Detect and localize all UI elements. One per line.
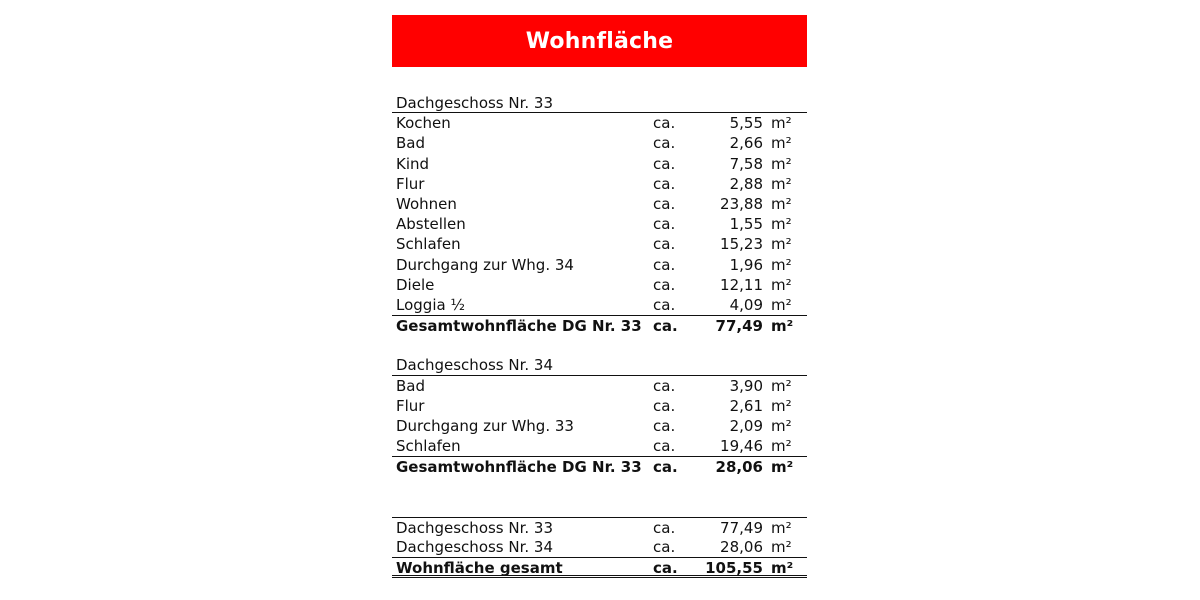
section-total-row — [392, 456, 807, 476]
approx-label: ca. — [653, 174, 676, 193]
section-title: Dachgeschoss Nr. 34 — [396, 356, 554, 375]
room-name: Bad — [396, 134, 426, 153]
table-row — [392, 234, 807, 254]
unit-label: m² — [771, 538, 792, 557]
approx-label: ca. — [653, 376, 676, 395]
table-row — [392, 537, 807, 557]
approx-label: ca. — [653, 194, 676, 213]
table-row — [392, 255, 807, 275]
title-banner — [392, 15, 807, 67]
total-value: 77,49 — [715, 317, 763, 336]
table-row — [392, 214, 807, 234]
table-row — [392, 113, 807, 133]
approx-label: ca. — [653, 154, 676, 173]
table-row — [392, 517, 807, 537]
room-name: Schlafen — [396, 235, 461, 254]
area-value: 23,88 — [720, 194, 763, 213]
unit-label: m² — [771, 114, 792, 133]
area-value: 7,58 — [729, 154, 763, 173]
grand-total-row — [392, 557, 807, 577]
section-total-row — [392, 315, 807, 335]
approx-label: ca. — [653, 134, 676, 153]
area-value: 77,49 — [720, 518, 763, 537]
unit-label: m² — [771, 235, 792, 254]
unit-label: m² — [771, 417, 792, 435]
unit-label: m² — [771, 518, 792, 537]
section-title: Dachgeschoss Nr. 33 — [396, 94, 554, 112]
unit-label: m² — [771, 215, 792, 234]
unit-label: m² — [771, 317, 794, 336]
page-title: Wohnfläche — [525, 28, 674, 54]
room-name: Durchgang zur Whg. 33 — [396, 417, 574, 435]
area-value: 2,66 — [729, 134, 763, 153]
table-row — [392, 376, 807, 396]
table-row — [392, 295, 807, 315]
approx-label: ca. — [653, 275, 676, 294]
table-row — [392, 133, 807, 153]
unit-label: m² — [771, 559, 794, 578]
table-row — [392, 416, 807, 436]
room-name: Schlafen — [396, 437, 461, 456]
spacer — [392, 335, 807, 355]
approx-label: ca. — [653, 295, 676, 314]
table-row — [392, 194, 807, 214]
approx-label: ca. — [653, 396, 676, 415]
room-name: Abstellen — [396, 215, 466, 234]
area-value: 4,09 — [729, 295, 763, 314]
section-rooms — [392, 376, 807, 457]
total-value: 28,06 — [715, 458, 763, 477]
area-value: 1,96 — [729, 255, 763, 274]
area-value: 19,46 — [720, 437, 763, 456]
area-table — [392, 93, 807, 578]
area-value: 2,61 — [729, 396, 763, 415]
room-name: Wohnen — [396, 194, 457, 213]
unit-label: m² — [771, 376, 792, 395]
unit-label: m² — [771, 275, 792, 294]
summary-rows — [392, 517, 807, 557]
area-value: 5,55 — [729, 114, 763, 133]
room-name: Flur — [396, 396, 425, 415]
room-name: Durchgang zur Whg. 34 — [396, 255, 574, 274]
room-name: Dachgeschoss Nr. 33 — [396, 518, 554, 537]
unit-label: m² — [771, 255, 792, 274]
table-row — [392, 154, 807, 174]
approx-label: ca. — [653, 458, 678, 477]
approx-label: ca. — [653, 317, 678, 336]
grand-total-label: Wohnfläche gesamt — [396, 559, 563, 578]
unit-label: m² — [771, 437, 792, 456]
unit-label: m² — [771, 194, 792, 213]
unit-label: m² — [771, 154, 792, 173]
approx-label: ca. — [653, 417, 676, 435]
area-value: 28,06 — [720, 538, 763, 557]
approx-label: ca. — [653, 114, 676, 133]
unit-label: m² — [771, 396, 792, 415]
table-row — [392, 174, 807, 194]
spacer — [392, 477, 807, 497]
room-name: Kind — [396, 154, 430, 173]
table-row — [392, 275, 807, 295]
table-row — [392, 396, 807, 416]
approx-label: ca. — [653, 215, 676, 234]
room-name: Diele — [396, 275, 435, 294]
unit-label: m² — [771, 458, 794, 477]
approx-label: ca. — [653, 559, 678, 578]
unit-label: m² — [771, 295, 792, 314]
approx-label: ca. — [653, 518, 676, 537]
section-header — [392, 355, 807, 375]
approx-label: ca. — [653, 255, 676, 274]
room-name: Loggia ½ — [396, 295, 465, 314]
area-value: 3,90 — [729, 376, 763, 395]
approx-label: ca. — [653, 538, 676, 557]
room-name: Dachgeschoss Nr. 34 — [396, 538, 554, 557]
total-label: Gesamtwohnfläche DG Nr. 33 — [396, 317, 642, 336]
area-value: 2,88 — [729, 174, 763, 193]
table-row — [392, 436, 807, 456]
spacer — [392, 497, 807, 517]
room-name: Flur — [396, 174, 425, 193]
area-value: 12,11 — [720, 275, 763, 294]
section-rooms — [392, 113, 807, 315]
grand-total-value: 105,55 — [705, 559, 763, 578]
area-value: 2,09 — [729, 417, 763, 435]
unit-label: m² — [771, 174, 792, 193]
area-value: 1,55 — [729, 215, 763, 234]
room-name: Kochen — [396, 114, 451, 133]
approx-label: ca. — [653, 235, 676, 254]
unit-label: m² — [771, 134, 792, 153]
approx-label: ca. — [653, 437, 676, 456]
room-name: Bad — [396, 376, 426, 395]
area-value: 15,23 — [720, 235, 763, 254]
section-header — [392, 93, 807, 113]
total-label: Gesamtwohnfläche DG Nr. 33 — [396, 458, 642, 477]
